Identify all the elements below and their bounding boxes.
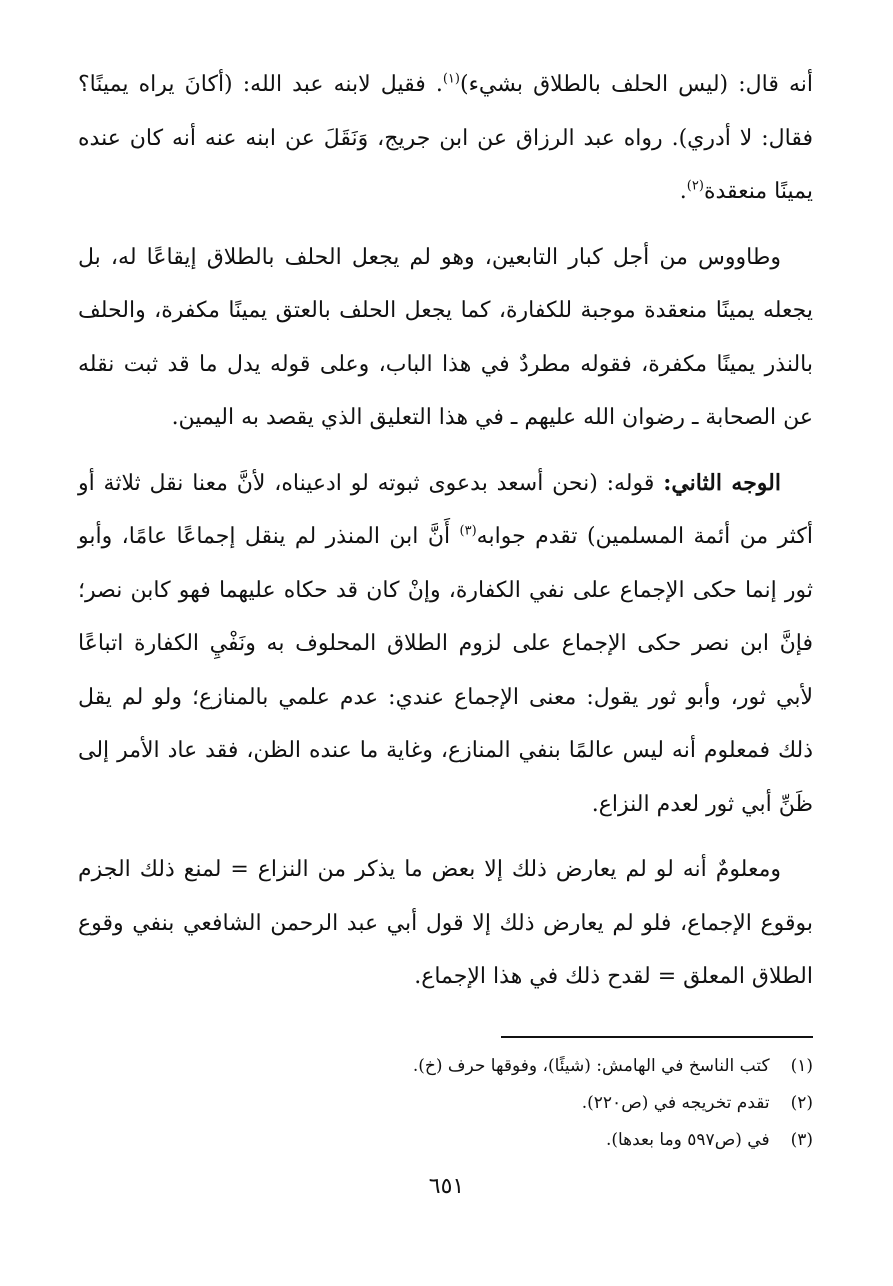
- footnote-text: تقدم تخريجه في (ص٢٢٠).: [581, 1093, 770, 1113]
- footnote-2: [78, 1085, 813, 1122]
- paragraph-text: .: [679, 179, 687, 204]
- paragraph-3: [78, 457, 813, 832]
- footnote-text: كتب الناسخ في الهامش: (شيئًا)، وفوقها حرف (خ).: [412, 1056, 770, 1076]
- footnote-number: (١): [790, 1056, 813, 1076]
- footnote-number: (٣): [790, 1130, 813, 1150]
- footnote-1: [78, 1048, 813, 1085]
- paragraph-text: قوله: (نحن أسعد بدعوى ثبوته لو ادعيناه، لأنَّ معنا نقل ثلاثة أو أكثر من أئمة المسلمين) تقدم جوابه: [78, 470, 814, 549]
- paragraph-1: [78, 58, 813, 219]
- footnote-divider: [501, 1036, 813, 1038]
- paragraph-text: . فقيل لابنه عبد الله: (أكانَ يراه يمينًا؟ فقال: لا أدري). رواه عبد الرزاق عن ابن جريج، وَنَقَلَ عن ابنه عنه أنه كان عنده يمينًا منعقدة: [78, 72, 813, 204]
- footnote-ref-3: (٣): [459, 523, 477, 539]
- footnote-number: (٢): [790, 1093, 813, 1113]
- main-text: [78, 58, 813, 1004]
- paragraph-4: ومعلومٌ أنه لو لم يعارض ذلك إلا بعض ما يذكر من النزاع = لمنع ذلك الجزم بوقوع الإجماع، فلو لم يعارض ذلك إلا قول أبي عبد الرحمن الشافعي بنفي وقوع الطلاق المعلق = لقدح ذلك في هذا الإجماع.: [78, 857, 813, 989]
- footnote-ref-2: (٢): [686, 178, 704, 194]
- footnote-text: في (ص٥٩٧ وما بعدها).: [605, 1130, 770, 1150]
- footnote-3: [78, 1122, 813, 1159]
- paragraph-text: أَنَّ ابن المنذر لم ينقل إجماعًا عامًا، وأبو ثور إنما حكى الإجماع على نفي الكفارة، وإنْ كان قد حكاه عليهما فهو كابن نصر؛ فإنَّ ابن نصر حكى الإجماع على لزوم الطلاق المحلوف به ونَفْيِ الكفارة اتباعًا لأبي ثور، وأبو ثور يقول: معنى الإجماع عندي: عدم علمي بالمنازع؛ ولو لم يقل ذلك فمعلوم أنه ليس عالمًا بنفي المنازع، وغاية ما عنده الظن، فقد عاد الأمر إلى ظَنِّ أبي ثور لعدم النزاع.: [78, 524, 813, 817]
- section-heading: الوجه الثاني:: [663, 469, 781, 496]
- paragraph-text: أنه قال: (ليس الحلف بالطلاق بشيء): [459, 72, 813, 97]
- footnote-ref-1: (١): [442, 71, 460, 87]
- page-number: ٦٥١: [428, 1174, 465, 1199]
- paragraph-2: وطاووس من أجل كبار التابعين، وهو لم يجعل الحلف بالطلاق إيقاعًا له، بل يجعله يمينًا منعقدة موجبة للكفارة، كما يجعل الحلف بالعتق يمينًا مكفرة، والحلف بالنذر يمينًا مكفرة، فقوله مطردٌ في هذا الباب، وعلى قوله يدل ما قد ثبت نقله عن الصحابة ـ رضوان الله عليهم ـ في هذا التعليق الذي يقصد به اليمين.: [78, 244, 813, 430]
- footnotes: [78, 1048, 813, 1159]
